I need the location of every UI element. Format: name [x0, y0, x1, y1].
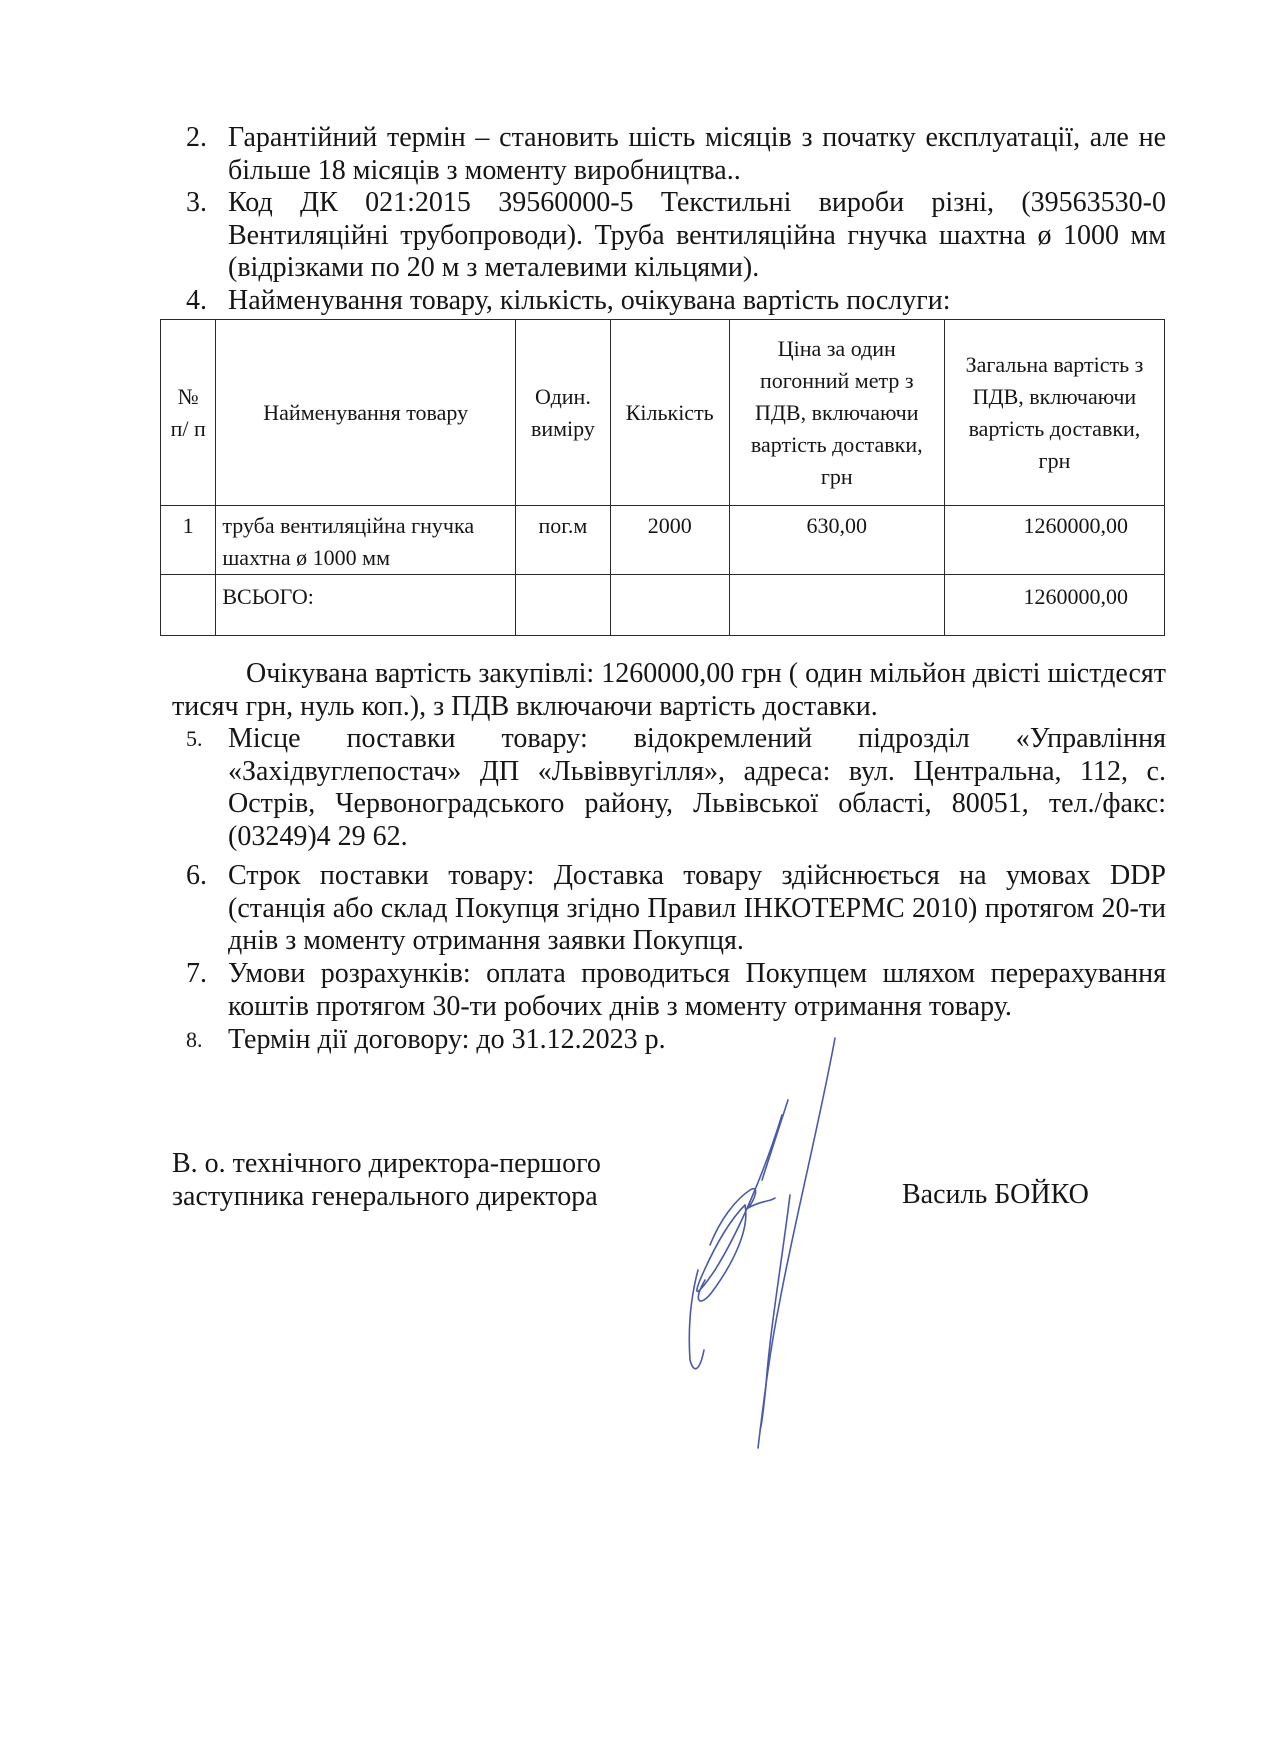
header-price: Ціна за один погонний метр з ПДВ, включаючи вартість доставки, грн — [729, 320, 944, 506]
cell-qty: 2000 — [610, 506, 729, 575]
item-text: Гарантійний термін – становить шість місяців з початку експлуатації, але не більше 18 місяців з моменту виробництва.. — [228, 122, 1166, 186]
item-text: Найменування товару, кількість, очікувана вартість послуги: — [228, 285, 951, 316]
table-total-row — [161, 575, 1165, 636]
cell-price: 630,00 — [729, 506, 944, 575]
item-text: Термін дії договору: до 31.12.2023 р. — [228, 1024, 666, 1055]
item-number: 4. — [186, 285, 207, 316]
item-number: 2. — [186, 122, 207, 153]
cell-empty — [161, 575, 216, 636]
cell-empty — [610, 575, 729, 636]
item-number: 8. — [186, 1027, 203, 1052]
signatory-title-line1: В. о. технічного директора-першого — [172, 1148, 601, 1179]
cell-name: труба вентиляційна гнучка шахтна ø 1000 мм — [216, 506, 516, 575]
signatory-title — [172, 1148, 732, 1213]
expected-cost: Очікувана вартість закупівлі: 1260000,00 грн ( один мільйон двісті шістдесят тисяч грн, нуль коп.), з ПДВ включаючи вартість доставки. — [172, 658, 1166, 722]
cell-empty — [729, 575, 944, 636]
item-text: Строк поставки товару: Доставка товару здійснюється на умовах DDP (станція або склад Покупця згідно Правил ІНКОТЕРМС 2010) протягом 20-ти днів з моменту отримання заявки Покупця. — [228, 860, 1166, 956]
header-num: № п/ п — [161, 320, 216, 506]
item-number: 6. — [186, 860, 207, 891]
header-total: Загальна вартість з ПДВ, включаючи вартість доставки, грн — [944, 320, 1164, 506]
total-value: 1260000,00 — [944, 575, 1164, 636]
handwritten-signature — [670, 1030, 870, 1460]
table-row — [161, 506, 1165, 575]
item-number: 5. — [186, 726, 203, 751]
signatory-name: Василь БОЙКО — [902, 1179, 1089, 1210]
item-text: Код ДК 021:2015 39560000-5 Текстильні вироби різні, (39563530-0 Вентиляційні трубопроводи). Труба вентиляційна гнучка шахтна ø 1000 мм (відрізками по 20 м з металевими кільцями). — [228, 187, 1166, 283]
cell-unit: пог.м — [516, 506, 611, 575]
item-number: 3. — [186, 187, 207, 218]
signatory-title-line2: заступника генерального директора — [172, 1180, 598, 1212]
header-unit: Один. виміру — [516, 320, 611, 506]
item-text: Умови розрахунків: оплата проводиться Покупцем шляхом перерахування коштів протягом 30-ти робочих днів з моменту отримання товару. — [228, 958, 1166, 1022]
cell-empty — [516, 575, 611, 636]
item-number: 7. — [186, 958, 207, 989]
table-header-row — [161, 320, 1165, 506]
total-label: ВСЬОГО: — [216, 575, 516, 636]
item-text: Місце поставки товару: відокремлений підрозділ «Управління «Західвуглепостач» ДП «Львіввугілля», адреса: вул. Центральна, 112, с. Острів, Червоноградського району, Львівської області, 80051, тел./факс: (03249)4 29 62. — [228, 723, 1166, 852]
header-name: Найменування товару — [216, 320, 516, 506]
cell-total: 1260000,00 — [944, 506, 1164, 575]
header-qty: Кількість — [610, 320, 729, 506]
cell-num: 1 — [161, 506, 216, 575]
goods-table — [160, 319, 1165, 636]
